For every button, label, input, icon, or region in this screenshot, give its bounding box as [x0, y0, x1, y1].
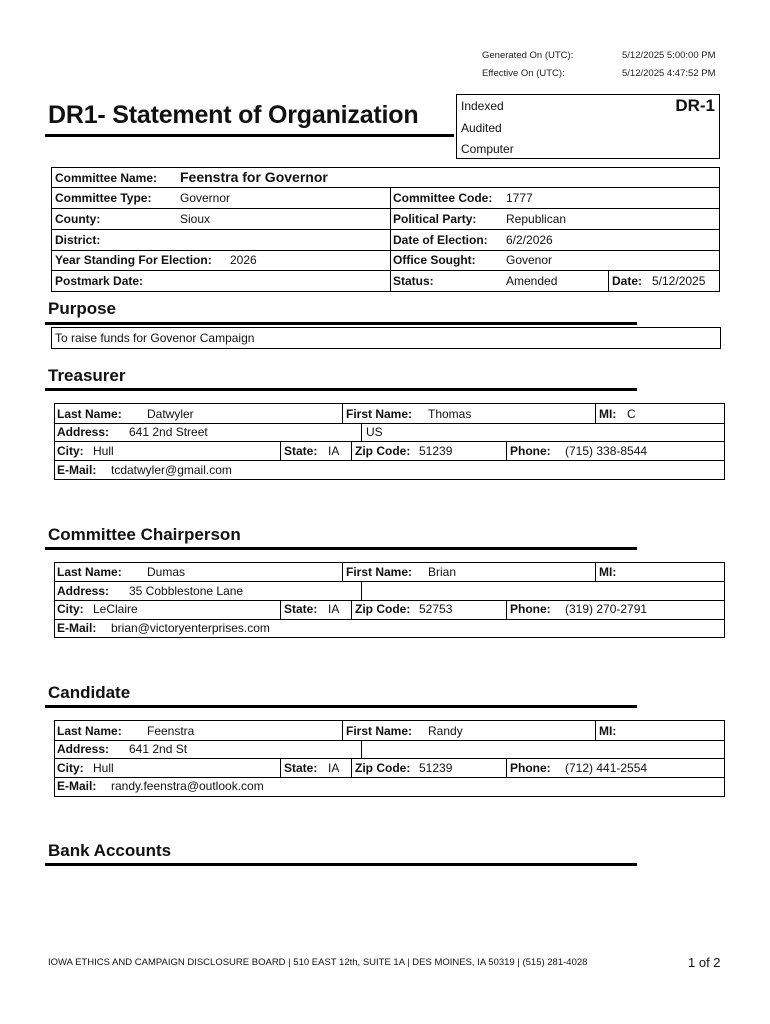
- county-value: Sioux: [180, 212, 211, 226]
- candidate-city: Hull: [93, 761, 114, 775]
- chair-city-label: City:: [57, 602, 84, 616]
- election-year-value: 2026: [230, 253, 257, 267]
- candidate-phone: (712) 441-2554: [565, 761, 648, 775]
- footer-text: IOWA ETHICS AND CAMPAIGN DISCLOSURE BOARD | 510 EAST 12th, SUITE 1A | DES MOINES, IA 50319 | (515) 281-4028: [48, 957, 588, 968]
- candidate-first-name-label: First Name:: [346, 724, 413, 738]
- chair-address: 35 Cobblestone Lane: [129, 584, 244, 598]
- committee-type-label: Committee Type:: [55, 191, 152, 205]
- effective-label: Effective On (UTC):: [482, 68, 565, 79]
- chair-phone: (319) 270-2791: [565, 602, 648, 616]
- election-year-label: Year Standing For Election:: [55, 253, 212, 267]
- treasurer-city: Hull: [93, 444, 114, 458]
- chair-city: LeClaire: [93, 602, 138, 616]
- treasurer-state: IA: [328, 444, 340, 458]
- chair-email-label: E-Mail:: [57, 621, 97, 635]
- candidate-last-name: Feenstra: [147, 724, 195, 738]
- committee-name-value: Feenstra for Governor: [180, 169, 328, 185]
- status-value: Amended: [506, 274, 558, 288]
- treasurer-state-label: State:: [284, 444, 318, 458]
- page-title: DR1- Statement of Organization: [48, 101, 419, 129]
- political-party-label: Political Party:: [393, 212, 477, 226]
- bank-accounts-heading: Bank Accounts: [48, 841, 172, 860]
- audited-label: Audited: [461, 121, 502, 135]
- office-sought-value: Govenor: [506, 253, 553, 267]
- candidate-phone-label: Phone:: [510, 761, 551, 775]
- candidate-heading: Candidate: [48, 683, 131, 702]
- purpose-text: To raise funds for Govenor Campaign: [55, 331, 255, 345]
- treasurer-first-name: Thomas: [428, 407, 472, 421]
- treasurer-city-label: City:: [57, 444, 84, 458]
- candidate-mi-label: MI:: [599, 724, 617, 738]
- chair-mi-label: MI:: [599, 565, 617, 579]
- treasurer-address-label: Address:: [57, 425, 110, 439]
- treasurer-address-country: US: [366, 425, 383, 439]
- election-date-label: Date of Election:: [393, 233, 488, 247]
- treasurer-phone: (715) 338-8544: [565, 444, 648, 458]
- candidate-address: 641 2nd St: [129, 742, 188, 756]
- indexed-label: Indexed: [461, 99, 504, 113]
- committee-name-label: Committee Name:: [55, 171, 158, 185]
- generated-label: Generated On (UTC):: [482, 50, 574, 61]
- generated-value: 5/12/2025 5:00:00 PM: [622, 50, 716, 61]
- title-underline: [45, 134, 454, 137]
- county-label: County:: [55, 212, 101, 226]
- candidate-state-label: State:: [284, 761, 318, 775]
- treasurer-zip: 51239: [419, 444, 453, 458]
- treasurer-phone-label: Phone:: [510, 444, 551, 458]
- candidate-zip: 51239: [419, 761, 453, 775]
- form-code: DR-1: [675, 96, 715, 115]
- political-party-value: Republican: [506, 212, 567, 226]
- treasurer-email-label: E-Mail:: [57, 463, 97, 477]
- effective-value: 5/12/2025 4:47:52 PM: [622, 68, 716, 79]
- chair-first-name: Brian: [428, 565, 457, 579]
- chair-address-label: Address:: [57, 584, 110, 598]
- page-number: 1 of 2: [688, 955, 721, 970]
- treasurer-mi-label: MI:: [599, 407, 617, 421]
- date-value: 5/12/2025: [652, 274, 706, 288]
- election-date-value: 6/2/2026: [506, 233, 553, 247]
- treasurer-last-name-label: Last Name:: [57, 407, 122, 421]
- candidate-last-name-label: Last Name:: [57, 724, 122, 738]
- chair-zip: 52753: [419, 602, 453, 616]
- chair-email: brian@victoryenterprises.com: [111, 621, 270, 635]
- status-label: Status:: [393, 274, 434, 288]
- treasurer-first-name-label: First Name:: [346, 407, 413, 421]
- chair-last-name-label: Last Name:: [57, 565, 122, 579]
- chair-state: IA: [328, 602, 340, 616]
- treasurer-email: tcdatwyler@gmail.com: [111, 463, 232, 477]
- committee-code-value: 1777: [506, 191, 533, 205]
- candidate-city-label: City:: [57, 761, 84, 775]
- candidate-first-name: Randy: [428, 724, 463, 738]
- district-label: District:: [55, 233, 101, 247]
- chair-first-name-label: First Name:: [346, 565, 413, 579]
- chair-phone-label: Phone:: [510, 602, 551, 616]
- treasurer-mi: C: [627, 407, 636, 421]
- processing-status-box: [456, 94, 720, 159]
- treasurer-heading: Treasurer: [48, 366, 126, 385]
- treasurer-last-name: Datwyler: [147, 407, 194, 421]
- candidate-email: randy.feenstra@outlook.com: [111, 779, 264, 793]
- date-label: Date:: [612, 274, 643, 288]
- candidate-email-label: E-Mail:: [57, 779, 97, 793]
- committee-type-value: Governor: [180, 191, 231, 205]
- chair-zip-label: Zip Code:: [355, 602, 411, 616]
- chairperson-heading: Committee Chairperson: [48, 525, 241, 544]
- candidate-zip-label: Zip Code:: [355, 761, 411, 775]
- treasurer-zip-label: Zip Code:: [355, 444, 411, 458]
- chair-last-name: Dumas: [147, 565, 186, 579]
- chair-state-label: State:: [284, 602, 318, 616]
- office-sought-label: Office Sought:: [393, 253, 476, 267]
- treasurer-address: 641 2nd Street: [129, 425, 208, 439]
- computer-label: Computer: [461, 142, 514, 156]
- committee-code-label: Committee Code:: [393, 191, 493, 205]
- purpose-heading: Purpose: [48, 299, 117, 318]
- candidate-state: IA: [328, 761, 340, 775]
- candidate-address-label: Address:: [57, 742, 110, 756]
- postmark-date-label: Postmark Date:: [55, 274, 144, 288]
